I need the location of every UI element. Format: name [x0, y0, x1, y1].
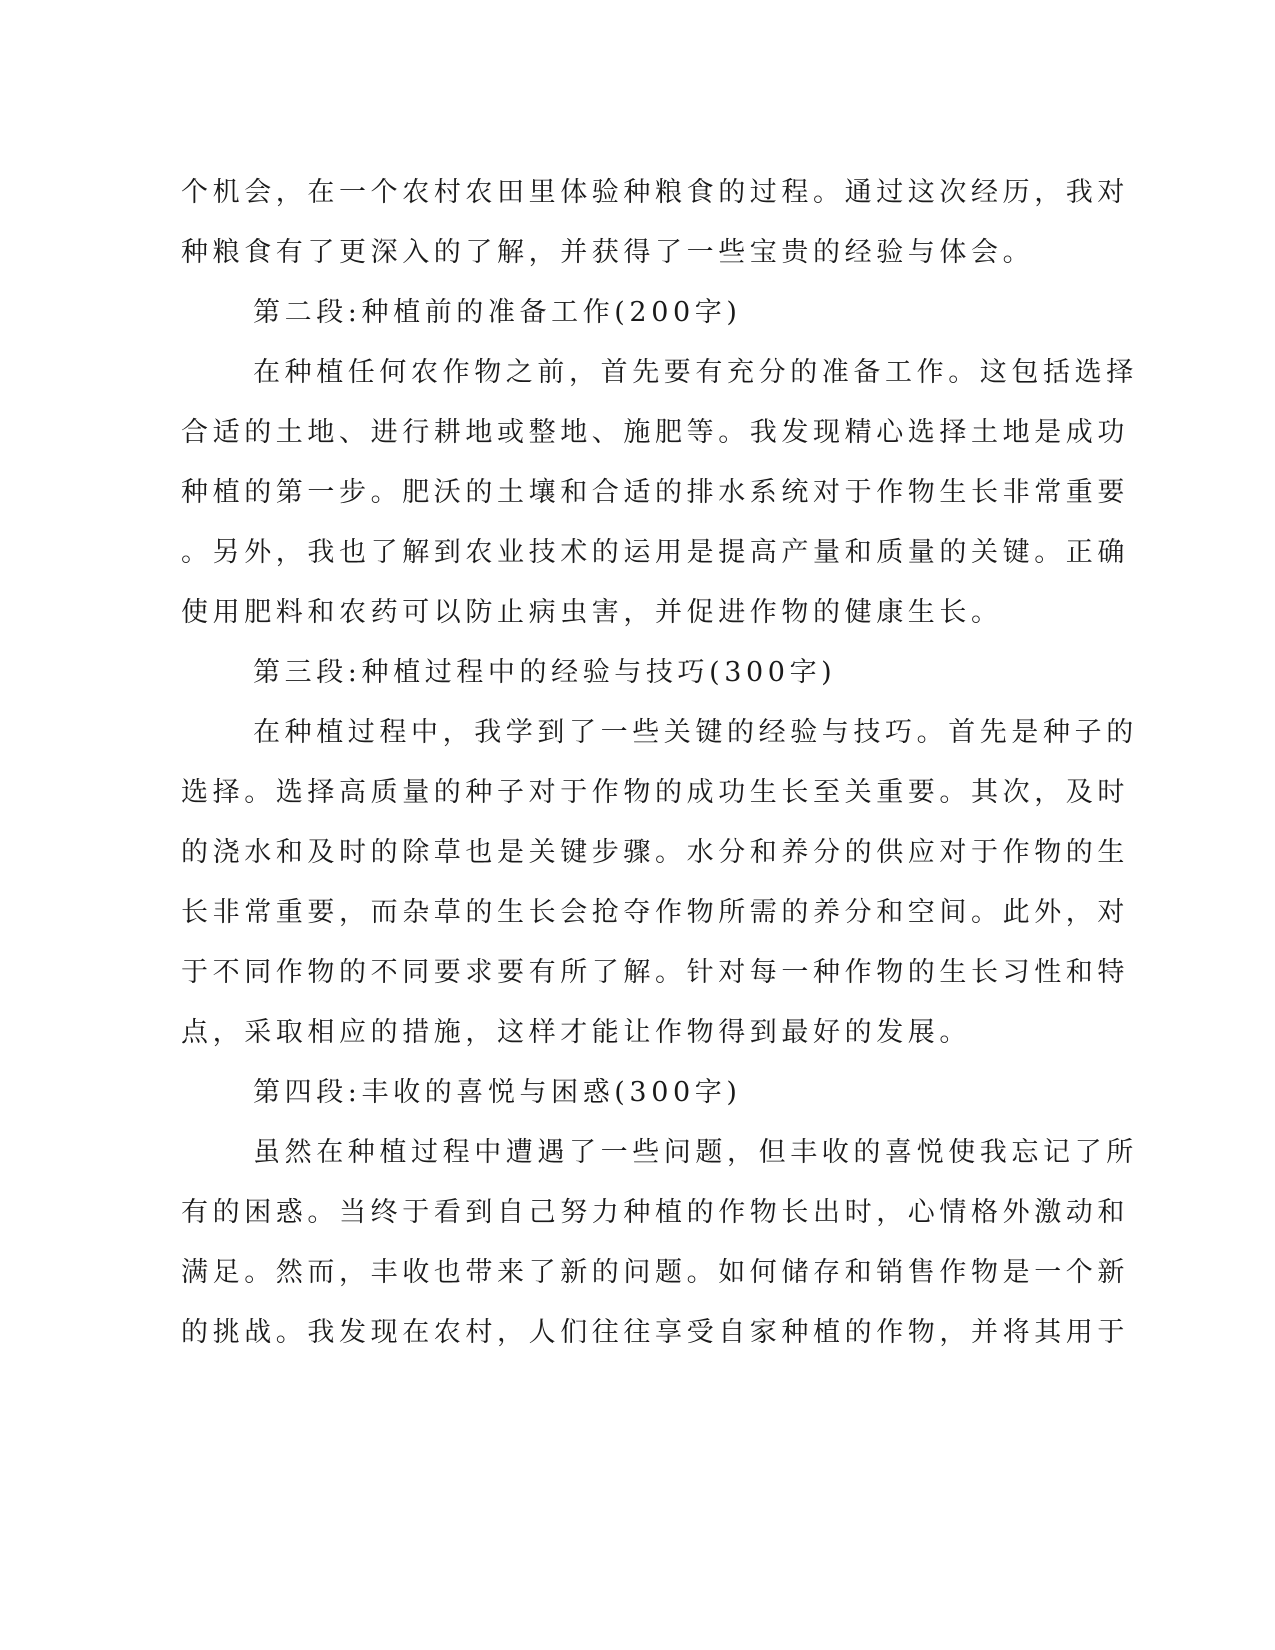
- body-line: 在种植过程中，我学到了一些关键的经验与技巧。首先是种子的: [253, 717, 1138, 748]
- body-line: 合适的土地、进行耕地或整地、施肥等。我发现精心选择土地是成功: [181, 417, 1129, 448]
- body-line: 的挑战。我发现在农村，人们往往享受自家种植的作物，并将其用于: [181, 1317, 1129, 1348]
- body-line: 种植的第一步。肥沃的土壤和合适的排水系统对于作物生长非常重要: [181, 477, 1129, 508]
- section-heading-4: 第四段:丰收的喜悦与困惑(300字): [253, 1077, 742, 1108]
- section-heading-3: 第三段:种植过程中的经验与技巧(300字): [253, 657, 837, 688]
- body-line: 长非常重要，而杂草的生长会抢夺作物所需的养分和空间。此外，对: [181, 897, 1129, 928]
- body-line: 满足。然而，丰收也带来了新的问题。如何储存和销售作物是一个新: [181, 1257, 1129, 1288]
- body-line: 。另外，我也了解到农业技术的运用是提高产量和质量的关键。正确: [181, 537, 1129, 568]
- body-line: 虽然在种植过程中遭遇了一些问题，但丰收的喜悦使我忘记了所: [253, 1137, 1138, 1168]
- body-line: 个机会，在一个农村农田里体验种粮食的过程。通过这次经历，我对: [181, 177, 1129, 208]
- body-line: 使用肥料和农药可以防止病虫害，并促进作物的健康生长。: [181, 597, 1003, 628]
- body-line: 选择。选择高质量的种子对于作物的成功生长至关重要。其次，及时: [181, 777, 1129, 808]
- body-line: 的浇水和及时的除草也是关键步骤。水分和养分的供应对于作物的生: [181, 837, 1129, 868]
- section-heading-2: 第二段:种植前的准备工作(200字): [253, 297, 742, 328]
- body-line: 于不同作物的不同要求要有所了解。针对每一种作物的生长习性和特: [181, 957, 1129, 988]
- body-line: 点，采取相应的措施，这样才能让作物得到最好的发展。: [181, 1017, 971, 1048]
- body-line: 有的困惑。当终于看到自己努力种植的作物长出时，心情格外激动和: [181, 1197, 1129, 1228]
- body-line: 种粮食有了更深入的了解，并获得了一些宝贵的经验与体会。: [181, 237, 1035, 268]
- document-body: [181, 163, 1138, 1363]
- body-line: 在种植任何农作物之前，首先要有充分的准备工作。这包括选择: [253, 357, 1138, 388]
